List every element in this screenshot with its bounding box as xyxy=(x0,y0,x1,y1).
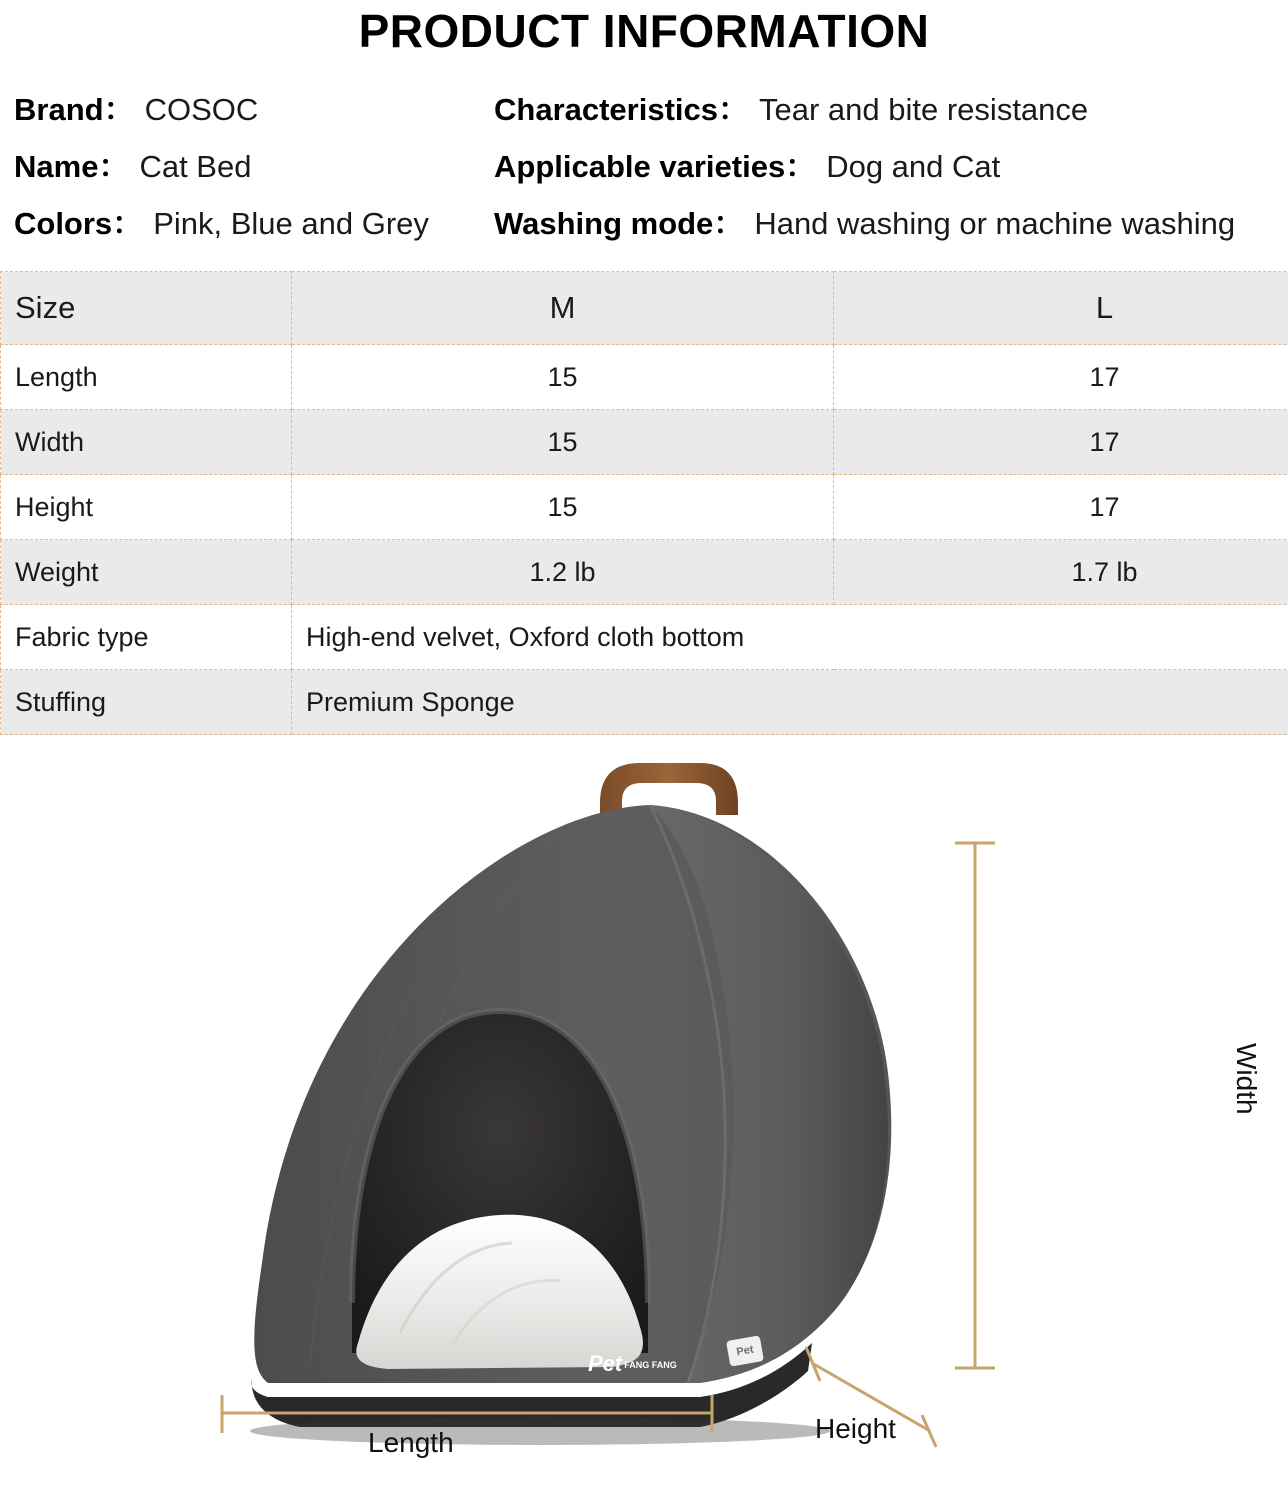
table-row xyxy=(1,540,1288,605)
brand-logo-subtext: FANG FANG xyxy=(624,1359,677,1370)
info-label-brand: Brand： xyxy=(14,92,135,127)
row-label-height: Height xyxy=(1,475,292,540)
info-label-name: Name： xyxy=(14,149,130,184)
table-row xyxy=(1,410,1288,475)
brand-logo-tag xyxy=(588,1351,677,1377)
info-row-washing-mode xyxy=(494,198,1276,243)
info-row-applicable-varieties xyxy=(494,141,1276,186)
table-row xyxy=(1,605,1288,670)
table-row xyxy=(1,670,1288,735)
row-label-length: Length xyxy=(1,345,292,410)
row-value-stuffing: Premium Sponge xyxy=(292,670,1288,735)
row-value-height-m: 15 xyxy=(292,475,834,540)
info-label-washing-mode: Washing mode： xyxy=(494,206,745,241)
brand-logo-text: Pet xyxy=(588,1351,623,1376)
info-row-brand xyxy=(14,84,494,129)
product-image-area xyxy=(0,743,1288,1463)
specification-table xyxy=(0,271,1288,735)
info-label-applicable-varieties: Applicable varieties： xyxy=(494,149,817,184)
row-value-width-m: 15 xyxy=(292,410,834,475)
info-value-name: Cat Bed xyxy=(139,149,252,184)
page-title: PRODUCT INFORMATION xyxy=(358,5,930,57)
row-label-stuffing: Stuffing xyxy=(1,670,292,735)
row-label-fabric-type: Fabric type xyxy=(1,605,292,670)
table-header-size: Size xyxy=(1,272,292,345)
product-info-block xyxy=(0,84,1288,243)
info-value-colors: Pink, Blue and Grey xyxy=(153,206,429,241)
row-value-length-l: 17 xyxy=(834,345,1288,410)
info-row-colors xyxy=(14,198,494,243)
info-value-applicable-varieties: Dog and Cat xyxy=(826,149,1001,184)
info-value-characteristics: Tear and bite resistance xyxy=(759,92,1089,127)
row-value-fabric-type: High-end velvet, Oxford cloth bottom xyxy=(292,605,1288,670)
brand-side-tag: Pet xyxy=(726,1335,764,1367)
row-value-length-m: 15 xyxy=(292,345,834,410)
table-row xyxy=(1,475,1288,540)
table-row xyxy=(1,345,1288,410)
dimension-label-length: Length xyxy=(368,1427,454,1458)
info-column-right xyxy=(494,84,1276,243)
row-value-width-l: 17 xyxy=(834,410,1288,475)
info-value-washing-mode: Hand washing or machine washing xyxy=(754,206,1236,241)
info-row-name xyxy=(14,141,494,186)
info-label-characteristics: Characteristics： xyxy=(494,92,750,127)
table-header-m: M xyxy=(292,272,834,345)
dimension-label-height: Height xyxy=(815,1413,896,1444)
info-label-colors: Colors： xyxy=(14,206,144,241)
row-value-weight-l: 1.7 lb xyxy=(834,540,1288,605)
table-header-l: L xyxy=(834,272,1288,345)
dimension-label-width: Width xyxy=(1231,1043,1262,1115)
row-value-weight-m: 1.2 lb xyxy=(292,540,834,605)
info-row-characteristics xyxy=(494,84,1276,129)
info-column-left xyxy=(14,84,494,243)
row-value-height-l: 17 xyxy=(834,475,1288,540)
row-label-weight: Weight xyxy=(1,540,292,605)
info-value-brand: COSOC xyxy=(144,92,259,127)
row-label-width: Width xyxy=(1,410,292,475)
table-header-row xyxy=(1,272,1288,345)
